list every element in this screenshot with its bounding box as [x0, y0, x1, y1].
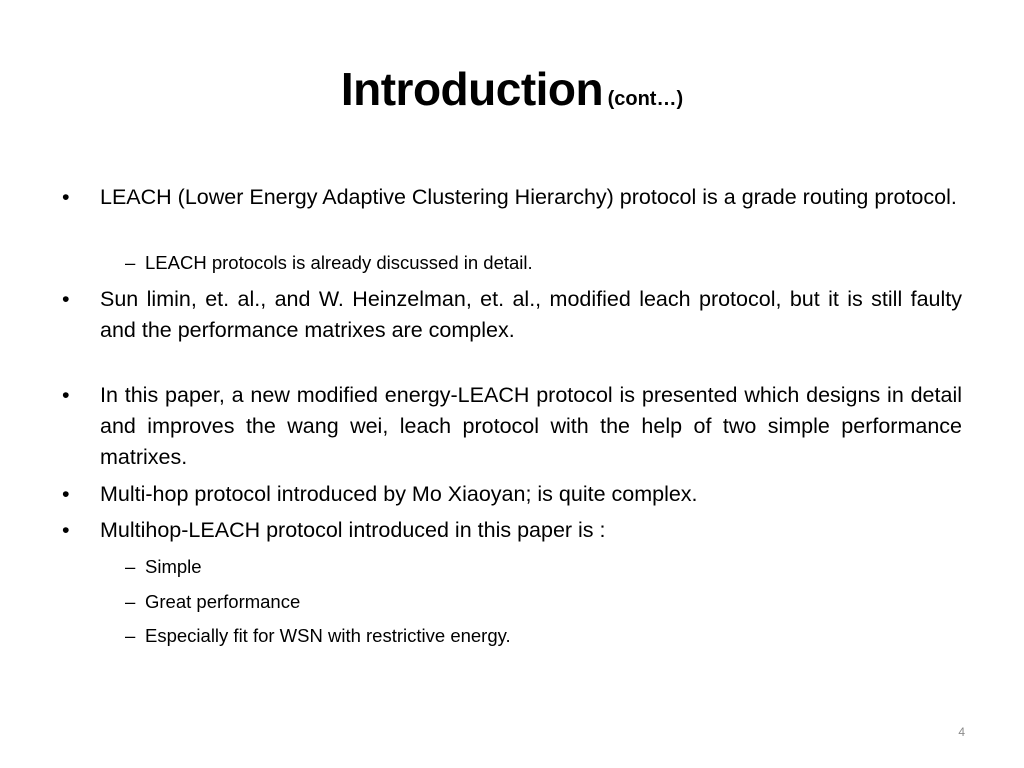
bullet-text: Multi-hop protocol introduced by Mo Xiaoyan; is quite complex.: [100, 482, 698, 506]
sub-bullet-item: [125, 553, 962, 581]
slide-title: [0, 62, 1024, 116]
dash-icon: –: [125, 625, 136, 646]
bullet-text: Multihop-LEACH protocol introduced in this paper is :: [100, 518, 606, 542]
dash-icon: –: [125, 556, 136, 577]
bullet-icon: •: [62, 518, 70, 542]
bullet-item: [62, 284, 962, 346]
sub-bullet-item: [125, 588, 962, 616]
bullet-item: [62, 380, 962, 473]
bullet-text: Sun limin, et. al., and W. Heinzelman, et. al., modified leach protocol, but it is still faulty and the performance matrixes are complex.: [100, 287, 962, 342]
bullet-item: [62, 182, 962, 213]
dash-icon: –: [125, 591, 136, 612]
bullet-icon: •: [62, 383, 70, 407]
title-sub: (cont…): [607, 88, 684, 110]
page-number: 4: [958, 725, 965, 739]
bullet-icon: •: [62, 287, 70, 311]
bullet-text: In this paper, a new modified energy-LEACH protocol is presented which designs in detail and improves the wang wei, leach protocol with the help of two simple performance matrixes.: [100, 383, 962, 469]
title-main: Introduction: [340, 63, 604, 115]
bullet-item: [62, 515, 962, 546]
sub-bullet-text: LEACH protocols is already discussed in detail.: [145, 252, 533, 273]
sub-bullet-item: [125, 622, 962, 650]
sub-bullet-text: Especially fit for WSN with restrictive energy.: [145, 625, 511, 646]
bullet-icon: •: [62, 185, 70, 209]
sub-bullet-item: [125, 249, 962, 277]
sub-bullet-text: Simple: [145, 556, 202, 577]
bullet-icon: •: [62, 482, 70, 506]
sub-bullet-text: Great performance: [145, 591, 301, 612]
bullet-text: LEACH (Lower Energy Adaptive Clustering Hierarchy) protocol is a grade routing protocol.: [100, 185, 957, 209]
dash-icon: –: [125, 252, 136, 273]
bullet-item: [62, 479, 962, 510]
